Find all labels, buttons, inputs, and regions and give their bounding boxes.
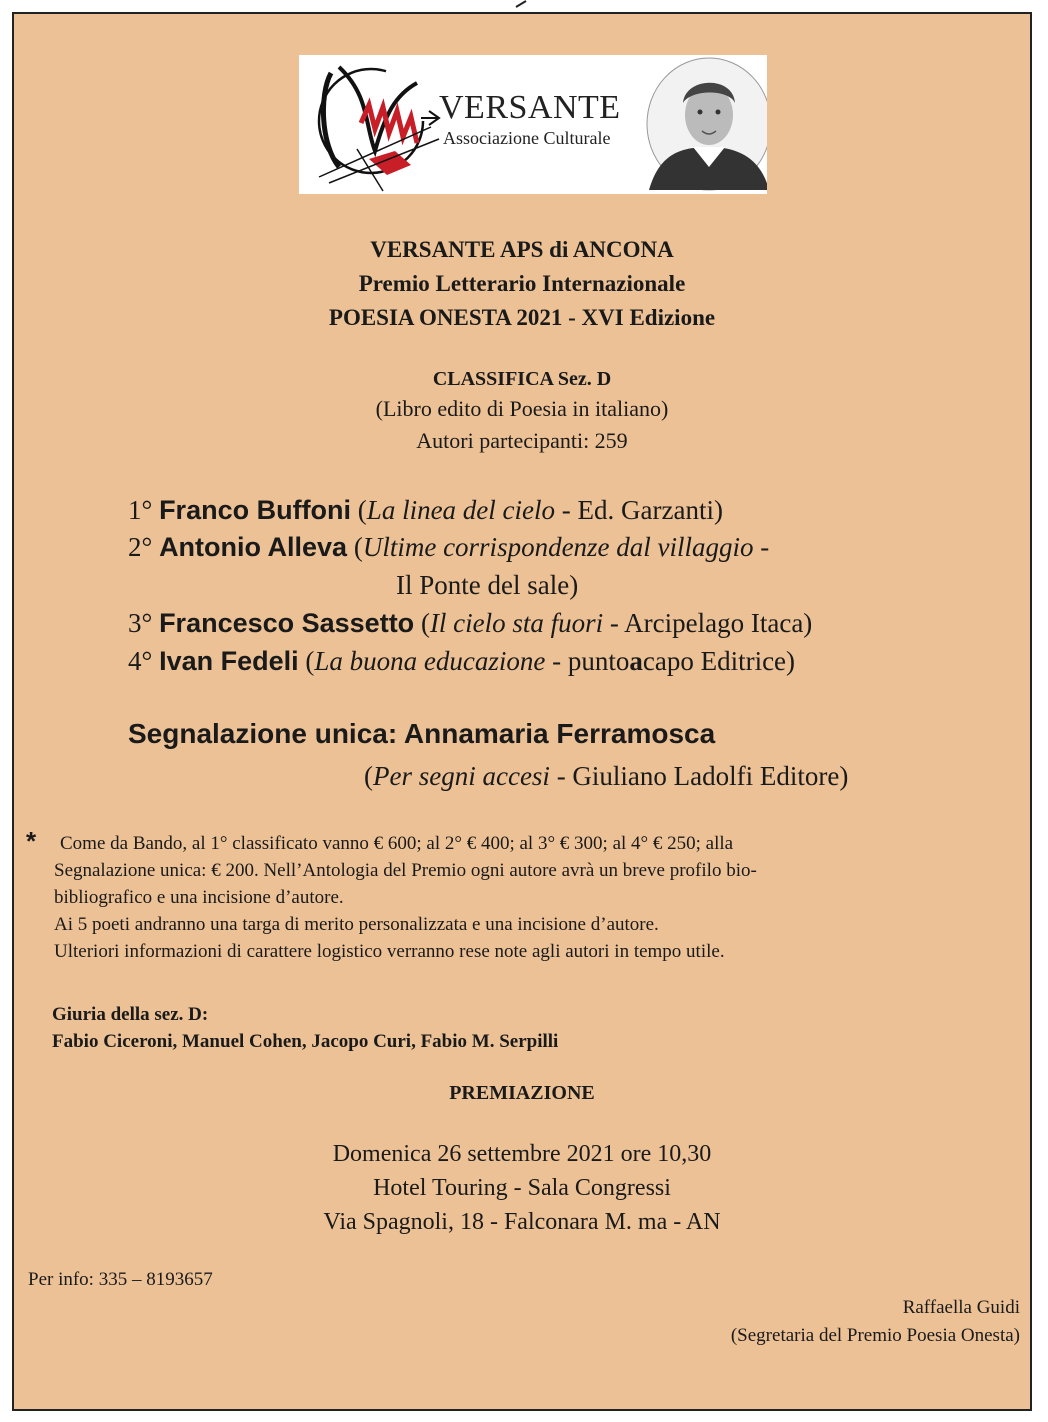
- rank-author: Francesco Sassetto: [159, 608, 415, 638]
- logo-subtitle: Associazione Culturale: [443, 128, 611, 148]
- ranking-2: [128, 529, 769, 565]
- classifica-title: CLASSIFICA Sez. D: [432, 368, 612, 390]
- header-line-1: VERSANTE APS di ANCONA: [370, 237, 674, 262]
- signature-block: [731, 1294, 1020, 1350]
- rank-paren: (: [351, 495, 367, 525]
- top-edge-mark: [514, 0, 528, 8]
- classifica-subtitle: (Libro edito di Poesia in italiano): [375, 396, 669, 421]
- logo-title: VERSANTE: [439, 89, 621, 126]
- rank-work: Ultime corrispondenze dal villaggio: [362, 532, 754, 562]
- ranking-4: [128, 643, 795, 679]
- rank-publisher-rest: capo Editrice): [642, 646, 796, 676]
- jury-title: Giuria della sez. D:: [52, 1004, 209, 1025]
- rank-publisher: - punto: [545, 646, 630, 676]
- seg-paren: (: [364, 761, 373, 791]
- seg-publisher: - Giuliano Ladolfi Editore): [549, 761, 849, 791]
- segnalazione-work: [364, 758, 848, 794]
- ranking-3: [128, 605, 812, 641]
- segnalazione-label: Segnalazione unica: Annamaria Ferramosca: [128, 718, 716, 749]
- rank-author: Ivan Fedeli: [159, 646, 299, 676]
- rank-paren: (: [298, 646, 315, 676]
- premiazione-venue: Hotel Touring - Sala Congressi: [373, 1175, 671, 1201]
- rank-work: Il cielo sta fuori: [429, 608, 604, 638]
- rank-paren: (: [414, 608, 430, 638]
- ranking-2-continued: Il Ponte del sale): [396, 570, 579, 600]
- rank-position: 3°: [128, 608, 153, 638]
- ranking-1: [128, 492, 723, 528]
- premiazione-address: Via Spagnoli, 18 - Falconara M. ma - AN: [323, 1209, 721, 1235]
- premiazione-date: Domenica 26 settembre 2021 ore 10,30: [332, 1141, 712, 1167]
- signature-role: (Segretaria del Premio Poesia Onesta): [730, 1325, 1020, 1346]
- asterisk-mark: *: [26, 826, 37, 856]
- rank-position: 4°: [128, 646, 153, 676]
- note-line: Segnalazione unica: € 200. Nell’Antologia del Premio ogni autore avrà un breve profilo bio-: [54, 860, 757, 881]
- signature-name: Raffaella Guidi: [902, 1297, 1020, 1318]
- document-frame: [12, 12, 1032, 1411]
- header-line-3: POESIA ONESTA 2021 - XVI Edizione: [328, 305, 716, 330]
- rank-work: La buona educazione: [314, 646, 546, 676]
- note-line: Ulteriori informazioni di carattere logistico verranno rese note agli autori in tempo utile.: [54, 941, 725, 962]
- prize-note: [54, 830, 974, 965]
- premiazione-title: PREMIAZIONE: [449, 1082, 595, 1104]
- rank-publisher: -: [753, 532, 770, 562]
- rank-author: Franco Buffoni: [159, 495, 352, 525]
- rank-paren: (: [347, 532, 363, 562]
- note-line: bibliografico e una incisione d’autore.: [54, 887, 344, 908]
- header-line-2: Premio Letterario Internazionale: [358, 271, 686, 296]
- rank-publisher: - Arcipelago Itaca): [603, 608, 813, 638]
- note-line: Ai 5 poeti andranno una targa di merito personalizzata e una incisione d’autore.: [54, 914, 659, 935]
- rank-position: 2°: [128, 532, 153, 562]
- rank-publisher: - Ed. Garzanti): [555, 495, 723, 525]
- rank-position: 1°: [128, 495, 153, 525]
- classifica-participants: Autori partecipanti: 259: [416, 428, 628, 453]
- contact-info: Per info: 335 – 8193657: [28, 1269, 213, 1290]
- rank-publisher-bold: a: [629, 646, 643, 676]
- jury-block: [52, 1001, 558, 1055]
- logo-banner: [299, 55, 767, 194]
- jury-members: Fabio Ciceroni, Manuel Cohen, Jacopo Curi, Fabio M. Serpilli: [52, 1031, 559, 1052]
- note-line: Come da Bando, al 1° classificato vanno € 600; al 2° € 400; al 3° € 300; al 4° € 250; alla: [60, 833, 734, 854]
- portrait-icon: [647, 58, 767, 190]
- rank-author: Antonio Alleva: [159, 532, 348, 562]
- rank-work: La linea del cielo: [366, 495, 556, 525]
- seg-title: Per segni accesi: [373, 761, 550, 791]
